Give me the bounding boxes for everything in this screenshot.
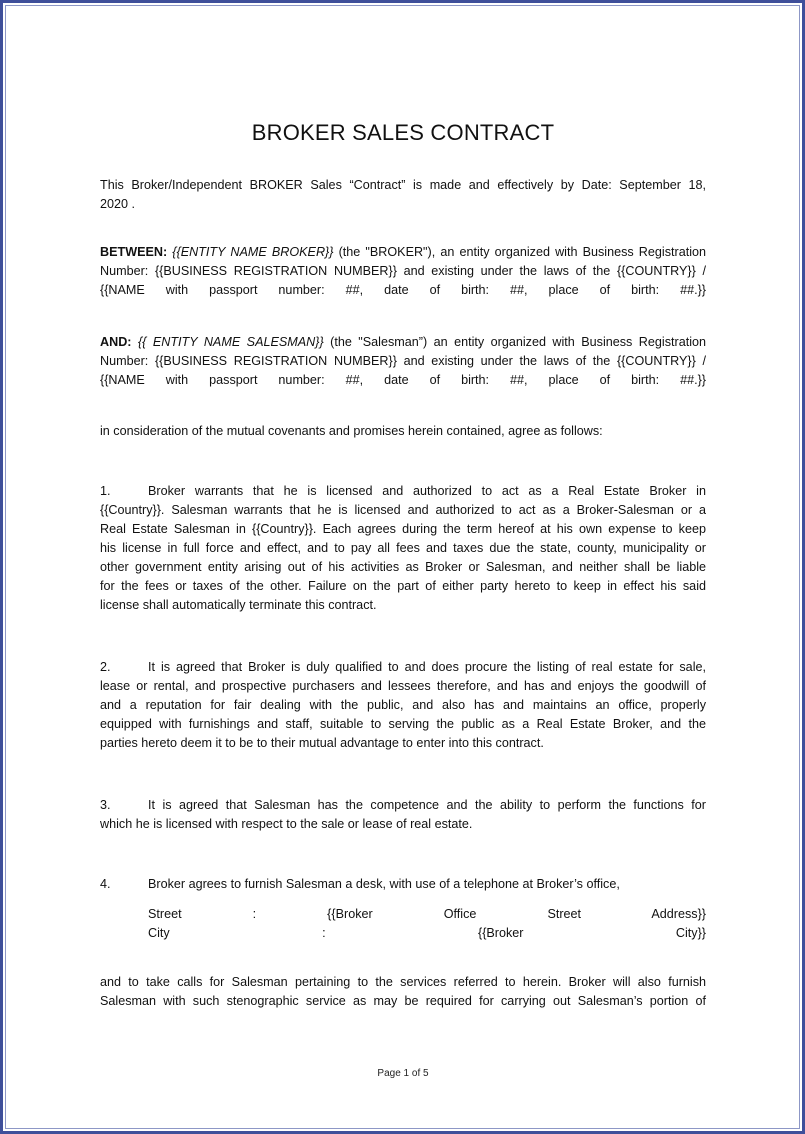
text-line: {{NAME with passport number: ##, date of birth: ##, place of birth: ##.}} <box>100 373 706 387</box>
clause-3 <box>100 796 706 834</box>
text-line <box>100 658 706 677</box>
text-line <box>100 875 706 894</box>
consideration-paragraph <box>100 422 706 441</box>
clause-number: 4. <box>100 877 111 891</box>
text-fragment: It is agreed that Salesman has the competence and the ability to perform the functions for <box>148 798 706 812</box>
text-line: in consideration of the mutual covenants and promises herein contained, agree as follows: <box>100 424 603 438</box>
clause-1 <box>100 482 706 615</box>
street-line: Street : {{Broker Office Street Address}} <box>148 907 706 921</box>
text-fragment: Broker warrants that he is licensed and authorized to act as a Real Estate Broker in <box>148 484 706 498</box>
text-line: Number: {{BUSINESS REGISTRATION NUMBER}} and existing under the laws of the {{COUNTRY}} / <box>100 354 706 368</box>
salesman-entity-name: {{ ENTITY NAME SALESMAN}} <box>137 335 324 349</box>
text-line: license shall automatically terminate this contract. <box>100 598 377 612</box>
broker-address-block <box>148 905 706 943</box>
intro-paragraph <box>100 176 706 214</box>
text-line: This Broker/Independent BROKER Sales “Contract” is made and effectively by Date: September 18, <box>100 178 706 192</box>
text-line: Number: {{BUSINESS REGISTRATION NUMBER}} and existing under the laws of the {{COUNTRY}} / <box>100 264 706 278</box>
continuation-paragraph <box>100 973 706 1011</box>
text-line: which he is licensed with respect to the sale or lease of real estate. <box>100 817 473 831</box>
clause-number: 2. <box>100 660 111 674</box>
text-line: Salesman with such stenographic service as may be required for carrying out Salesman’s portion of <box>100 994 706 1008</box>
text-line <box>100 796 706 815</box>
text-line: 2020 . <box>100 197 136 211</box>
text-fragment: (the "Salesman”) an entity organized with Business Registration <box>330 335 707 349</box>
text-line: lease or rental, and prospective purchasers and lessees therefore, and has and enjoys the goodwill of <box>100 679 706 693</box>
text-line: {{Country}}. Salesman warrants that he is licensed and authorized to act as a Broker-Salesman or a <box>100 503 706 517</box>
text-line: parties hereto deem it to be to their mutual advantage to enter into this contract. <box>100 736 544 750</box>
text-line: and a reputation for fair dealing with the public, and also has and maintains an office, properly <box>100 698 706 712</box>
text-line: for the fees or taxes of the other. Failure on the part of either party hereto to keep in effect his said <box>100 579 706 593</box>
clause-4 <box>100 875 706 894</box>
text-fragment: Broker agrees to furnish Salesman a desk, with use of a telephone at Broker’s office, <box>148 877 620 891</box>
text-line: Real Estate Salesman in {{Country}}. Each agrees during the term hereof at his own expense to keep <box>100 522 706 536</box>
text-line: his license in full force and effect, and to pay all fees and taxes due the state, county, municipality or <box>100 541 706 555</box>
text-fragment: (the "BROKER"), an entity organized with Business Registration <box>338 245 707 259</box>
clause-number: 3. <box>100 798 111 812</box>
broker-entity-name: {{ENTITY NAME BROKER}} <box>172 245 334 259</box>
between-paragraph <box>100 243 706 300</box>
and-label: AND: <box>100 335 132 349</box>
between-label: BETWEEN: <box>100 245 168 259</box>
text-line: {{NAME with passport number: ##, date of birth: ##, place of birth: ##.}} <box>100 283 706 297</box>
document-title: BROKER SALES CONTRACT <box>251 120 555 145</box>
text-line: other government entity arising out of his activities as Broker or Salesman, and neither shall be liable <box>100 560 706 574</box>
text-line <box>100 333 706 352</box>
text-line: equipped with furnishings and staff, suitable to serving the public as a Real Estate Broker, and the <box>100 717 706 731</box>
text-line <box>100 482 706 501</box>
city-line: City : {{Broker City}} <box>148 926 706 940</box>
text-line: and to take calls for Salesman pertaining to the services referred to herein. Broker will also furnish <box>100 975 706 989</box>
and-paragraph <box>100 333 706 390</box>
page-number: Page 1 of 5 <box>377 1068 429 1079</box>
clause-number: 1. <box>100 484 111 498</box>
clause-2 <box>100 658 706 753</box>
text-fragment: It is agreed that Broker is duly qualified to and does procure the listing of real estate for sale, <box>148 660 706 674</box>
text-line <box>100 243 706 262</box>
